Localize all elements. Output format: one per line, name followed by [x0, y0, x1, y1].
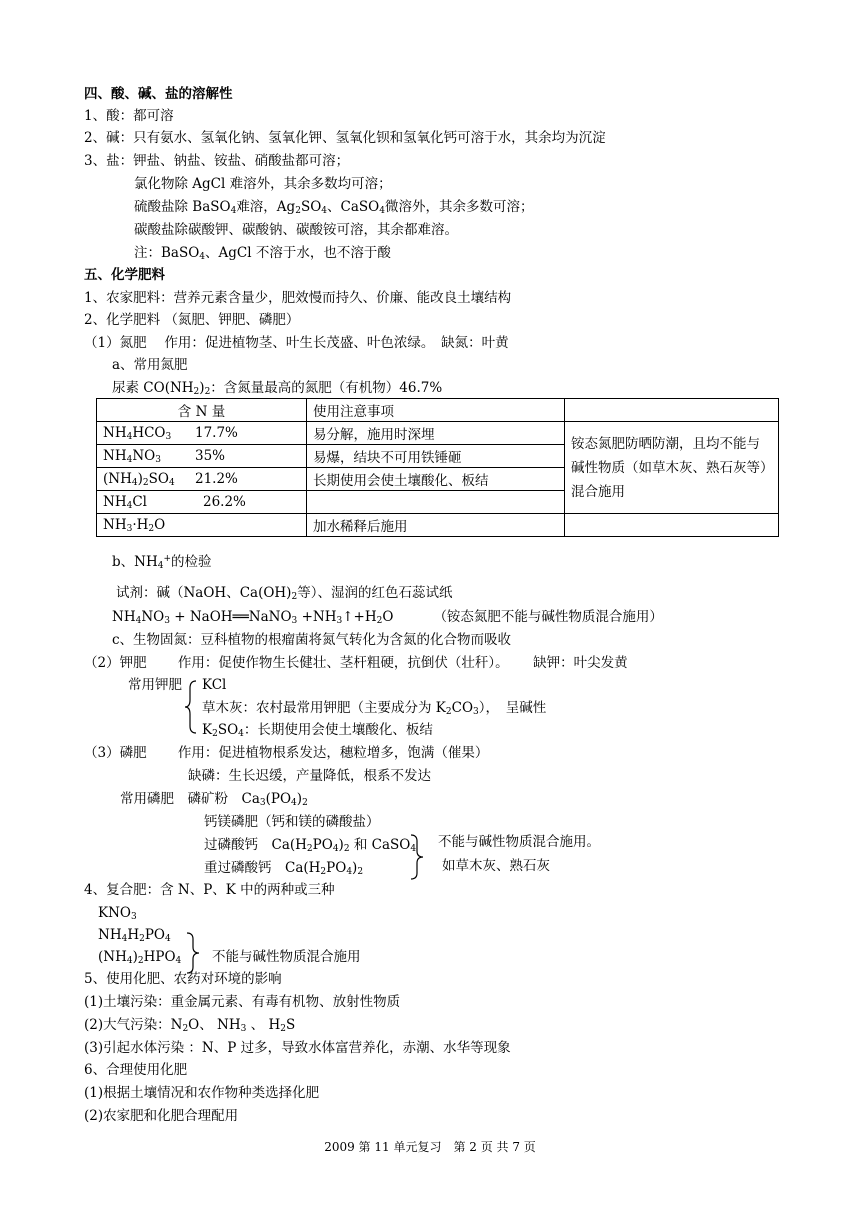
header-n-content: 含 N 量	[97, 399, 307, 422]
environment-heading: 5、使用化肥、农药对环境的影响	[84, 971, 282, 987]
salt-line: 3、盐：钾盐、钠盐、铵盐、硝酸盐都可溶；	[84, 153, 350, 169]
plant-ash-line: 草木灰：农村最常用钾肥（主要成分为 $K_2CO_3$）， 呈碱性	[202, 700, 547, 717]
acid-line: 1、酸：都可溶	[84, 108, 174, 124]
brace-icon	[410, 834, 424, 880]
common-potassium-label: 常用钾肥	[128, 677, 182, 693]
reaction-line: $NH_4NO_3$ + NaOH══NaNO$_3$ $+NH_3↑+H_2O$ （铵态氮肥不能与碱性物质混合施用）	[112, 609, 663, 626]
rational-use-2: (2)农家肥和化肥合理配用	[84, 1108, 239, 1124]
table-row: $(NH_4)_2SO_4$ 21.2%	[97, 468, 307, 491]
chloride-line: 氯化物除 AgCl 难溶外，其余多数均可溶；	[134, 176, 392, 192]
k2so4-line: $K_2SO_4$：长期使用会使土壤酸化、板结	[202, 722, 433, 739]
usage-cell: 易爆，结块不可用铁锤砸	[307, 445, 565, 468]
ammonium-test-heading: b、$NH_4^+$的检验	[112, 554, 212, 571]
nh4h2po4-line: $NH_4H_2PO_4$	[98, 927, 171, 944]
usage-cell: 加水稀释后施用	[307, 514, 565, 537]
air-pollution-line: (2)大气污染：$N_2O$、 $NH_3$ 、 $H_2S$	[84, 1017, 296, 1034]
base-line: 2、碱：只有氨水、氢氧化钠、氢氧化钾、氢氧化钡和氢氧化钙可溶于水，其余均为沉淀	[84, 130, 606, 146]
rational-use-heading: 6、合理使用化肥	[84, 1062, 188, 1078]
biological-fixation-line: c、生物固氮：豆科植物的根瘤菌将氮气转化为含氮的化合物而吸收	[112, 632, 512, 648]
carbonate-line: 碳酸盐除碳酸钾、碳酸钠、碳酸铵可溶，其余都难溶。	[134, 222, 458, 238]
table-row: $NH_4NO_3$ 35%	[97, 445, 307, 468]
nitrogen-fertilizer-table	[96, 398, 779, 537]
water-pollution-line: (3)引起水体污染 ：N、P 过多，导致水体富营养化，赤潮、水华等现象	[84, 1040, 511, 1056]
kcl-line: KCl	[202, 677, 227, 693]
usage-cell: 易分解，施用时深埋	[307, 422, 565, 445]
brace-icon	[184, 680, 198, 734]
farm-fertilizer-line: 1、农家肥料：营养元素含量少，肥效慢而持久、价廉、能改良土壤结构	[84, 290, 512, 306]
header-usage-notes: 使用注意事项	[307, 399, 565, 422]
common-nitrogen-heading: a、常用氮肥	[112, 357, 188, 373]
ammonium-note: 铵态氮肥防晒防潮，且均不能与碱性物质（如草木灰、熟石灰等）混合施用	[565, 422, 779, 514]
phosphate-note-2: 如草木灰、熟石灰	[442, 858, 550, 874]
usage-cell: 长期使用会使土壤酸化、板结	[307, 468, 565, 491]
section-title: 五、化学肥料	[84, 267, 165, 283]
phosphate-rock-line: 常用磷肥 磷矿粉 $Ca_3(PO_4)_2$	[120, 791, 308, 808]
potassium-title: （2）钾肥 作用：促使作物生长健壮、茎杆粗硬，抗倒伏（壮秆）。 缺钾：叶尖发黄	[84, 655, 628, 671]
section-title: 四、酸、碱、盐的溶解性	[84, 86, 233, 102]
kno3-line: $KNO_3$	[98, 905, 137, 922]
nitrogen-title: （1）氮肥 作用：促进植物茎、叶生长茂盛、叶色浓绿。 缺氮：叶黄	[84, 335, 509, 351]
phosphorus-deficiency-line: 缺磷：生长迟缓，产量降低，根系不发达	[188, 768, 431, 784]
table-row: $NH_4Cl$ 26.2%	[97, 491, 307, 514]
dap-line: $(NH_4)_2HPO_4$	[98, 949, 182, 966]
calcium-magnesium-phosphate-line: 钙镁磷肥（钙和镁的磷酸盐）	[204, 814, 380, 830]
chem-fertilizer-line: 2、化学肥料 （氮肥、钾肥、磷肥）	[84, 312, 300, 328]
usage-cell	[307, 491, 565, 514]
compound-fertilizer-line: 4、复合肥：含 N、P、K 中的两种或三种	[84, 882, 335, 898]
page-footer: 2009 第 11 单元复习 第 2 页 共 7 页	[324, 1140, 536, 1154]
phosphate-note-1: 不能与碱性物质混合施用。	[438, 834, 600, 850]
table-row: $NH_3\cdot H_2O$	[97, 514, 307, 537]
phosphorus-title: （3）磷肥 作用：促进植物根系发达，穗粒增多，饱满（催果）	[84, 745, 489, 761]
triple-superphosphate-line: 重过磷酸钙 $Ca(H_2PO_4)_2$	[204, 860, 364, 877]
reagent-line: 试剂：碱（NaOH、$Ca(OH)_2$等）、湿润的红色石蕊试纸	[116, 585, 453, 602]
superphosphate-line: 过磷酸钙 $Ca(H_2PO_4)_2$ 和 CaSO$_4$	[204, 837, 417, 854]
table-row: $NH_4HCO_3$ 17.7%	[97, 422, 307, 445]
urea-line: 尿素 $CO(NH_2)_2$：含氮量最高的氮肥（有机物）46.7%	[112, 380, 443, 397]
sulfate-line: 硫酸盐除 BaSO$_4$难溶，$Ag_2SO_4$、CaSO$_4$微溶外，其余多数可溶；	[134, 199, 534, 216]
rational-use-1: (1)根据土壤情况和农作物种类选择化肥	[84, 1085, 320, 1101]
brace-icon	[186, 932, 200, 974]
compound-note: 不能与碱性物质混合施用	[212, 949, 361, 965]
note-line: 注：BaSO$_4$、AgCl 不溶于水，也不溶于酸	[134, 245, 391, 262]
soil-pollution-line: (1)土壤污染：重金属元素、有毒有机物、放射性物质	[84, 994, 401, 1010]
